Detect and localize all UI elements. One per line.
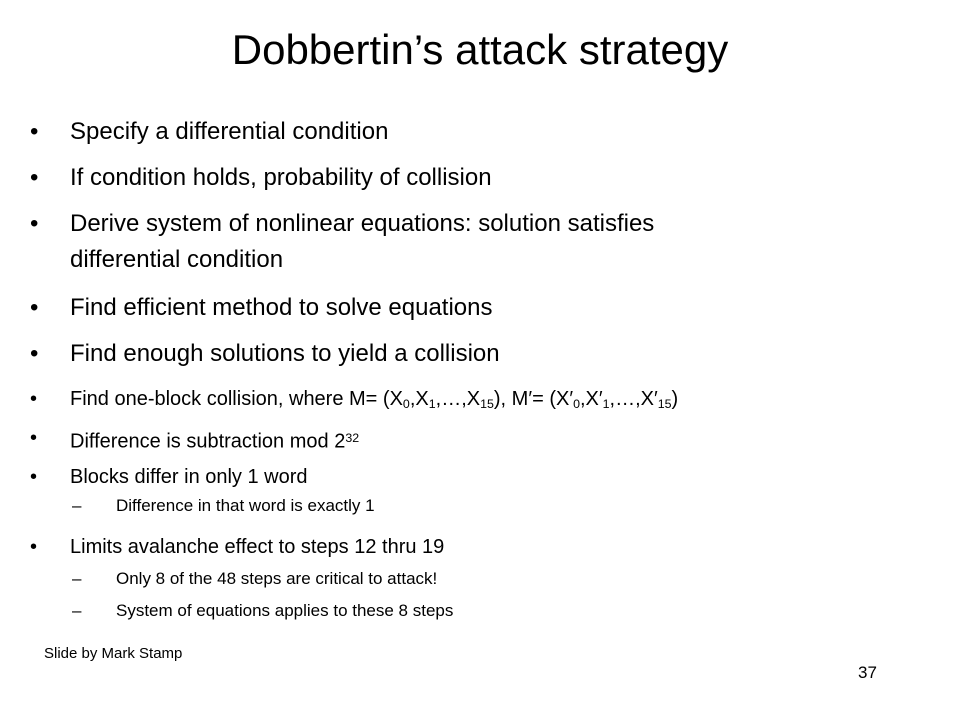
bullet-icon: • [30, 340, 39, 367]
bullet-icon: • [30, 536, 38, 558]
sub-item-text: System of equations applies to these 8 steps [116, 601, 454, 620]
subscript: 0 [573, 397, 580, 412]
bullet-text: Blocks differ in only 1 word [70, 466, 308, 488]
sub-item-text: Difference in that word is exactly 1 [116, 496, 375, 515]
prime-mark: ′ [569, 388, 574, 410]
bullet-icon: • [30, 118, 39, 145]
collision-part: ) [671, 388, 679, 410]
superscript: 32 [345, 431, 360, 445]
collision-text [70, 385, 890, 418]
bullet-text: Find efficient method to solve equations [70, 294, 493, 321]
collision-part: ,X [579, 388, 599, 410]
bullet-icon: • [30, 427, 38, 449]
collision-part: ,…,X [435, 388, 481, 410]
difference-label: Difference is subtraction mod 2 [70, 430, 346, 453]
bullet-text: Specify a differential condition [70, 118, 389, 145]
subscript: 1 [428, 397, 436, 412]
dash-icon: – [72, 569, 82, 588]
subscript: 0 [402, 397, 410, 412]
bullet-icon: • [30, 294, 39, 321]
dash-icon: – [72, 601, 82, 620]
sub-item-text: Only 8 of the 48 steps are critical to attack! [116, 569, 438, 588]
bullet-text: Derive system of nonlinear equations: solution satisfies [70, 210, 655, 237]
bullet-text: If condition holds, probability of collision [70, 164, 492, 191]
prime-mark: ′ [598, 388, 603, 410]
subscript: 15 [657, 397, 672, 412]
collision-part: ), M [493, 388, 529, 410]
collision-part: ,…,X [609, 388, 654, 410]
collision-part: = (X [532, 388, 570, 410]
slide-title: Dobbertin’s attack strategy [231, 26, 729, 73]
bullet-icon: • [30, 466, 38, 488]
difference-text [70, 424, 890, 456]
bullet-text: Limits avalanche effect to steps 12 thru 19 [70, 536, 445, 558]
slide-footer: Slide by Mark Stamp [44, 645, 183, 662]
prime-mark: ′ [654, 388, 658, 410]
bullet-icon: • [30, 388, 38, 410]
subscript: 15 [480, 397, 494, 412]
collision-part: ,X [409, 388, 429, 410]
collision-part: Find one-block collision, where M= (X [70, 388, 403, 410]
bullet-icon: • [30, 210, 39, 237]
prime-mark: ′ [528, 388, 533, 410]
bullet-text-continued: differential condition [70, 246, 284, 273]
bullet-text: Find enough solutions to yield a collision [70, 340, 500, 367]
page-number: 37 [858, 663, 877, 682]
bullet-icon: • [30, 164, 39, 191]
subscript: 1 [602, 397, 610, 412]
dash-icon: – [72, 496, 82, 515]
